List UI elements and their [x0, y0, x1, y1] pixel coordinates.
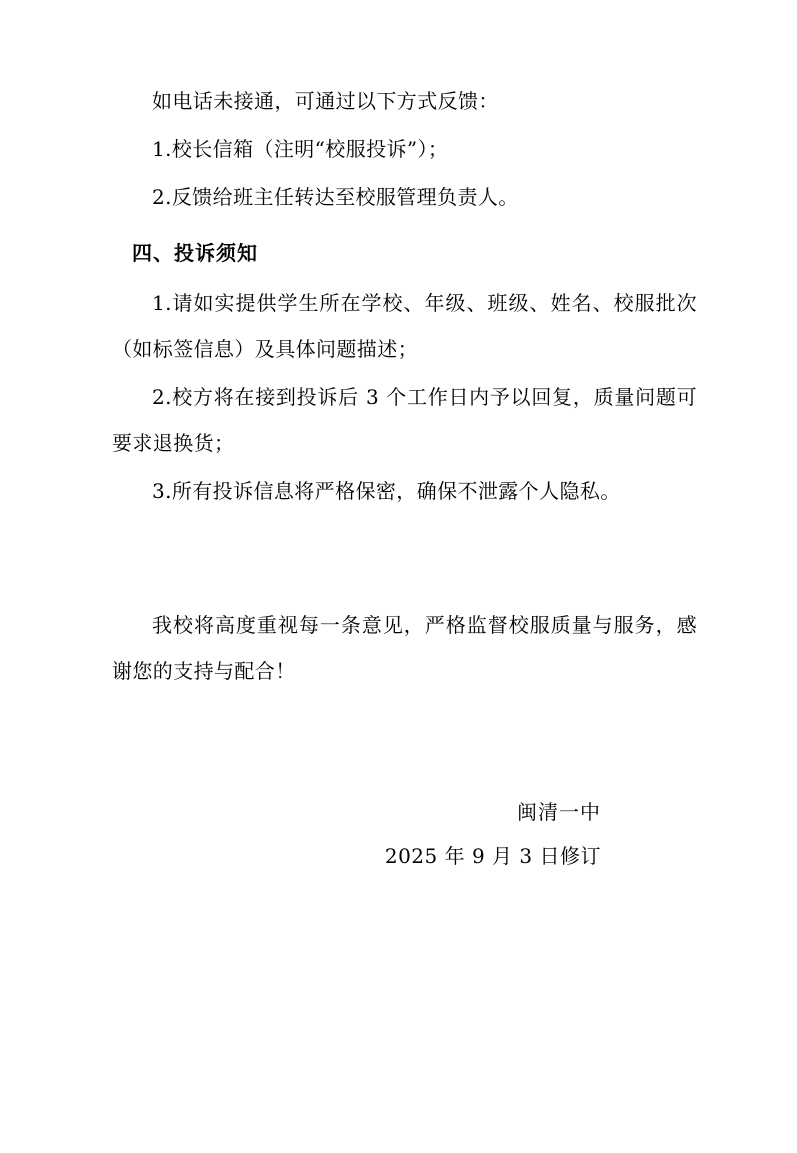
paragraph-channel-2: 2.反馈给班主任转达至校服管理负责人。 [152, 185, 519, 209]
signature-organization: 闽清一中 [517, 800, 601, 824]
notice-item-2: 2.校方将在接到投诉后 3 个工作日内予以回复，质量问题可要求退换货； [112, 385, 697, 455]
section-spacer [112, 516, 697, 602]
signature-date: 2025 年 9 月 3 日修订 [384, 844, 601, 868]
notice-item-1: 1.请如实提供学生所在学校、年级、班级、姓名、校服批次（如标签信息）及具体问题描述； [112, 291, 697, 361]
paragraph-channel-1: 1.校长信箱（注明“校服投诉”）； [152, 137, 449, 161]
notice-item-3: 3.所有投诉信息将严格保密，确保不泄露个人隐私。 [152, 479, 621, 503]
paragraph-intro: 如电话未接通，可通过以下方式反馈： [152, 89, 499, 113]
signature-block [112, 790, 697, 878]
section-heading-complaint-notice: 四、投诉须知 [132, 241, 258, 265]
paragraph-closing: 我校将高度重视每一条意见，严格监督校服质量与服务，感谢您的支持与配合！ [112, 613, 697, 683]
